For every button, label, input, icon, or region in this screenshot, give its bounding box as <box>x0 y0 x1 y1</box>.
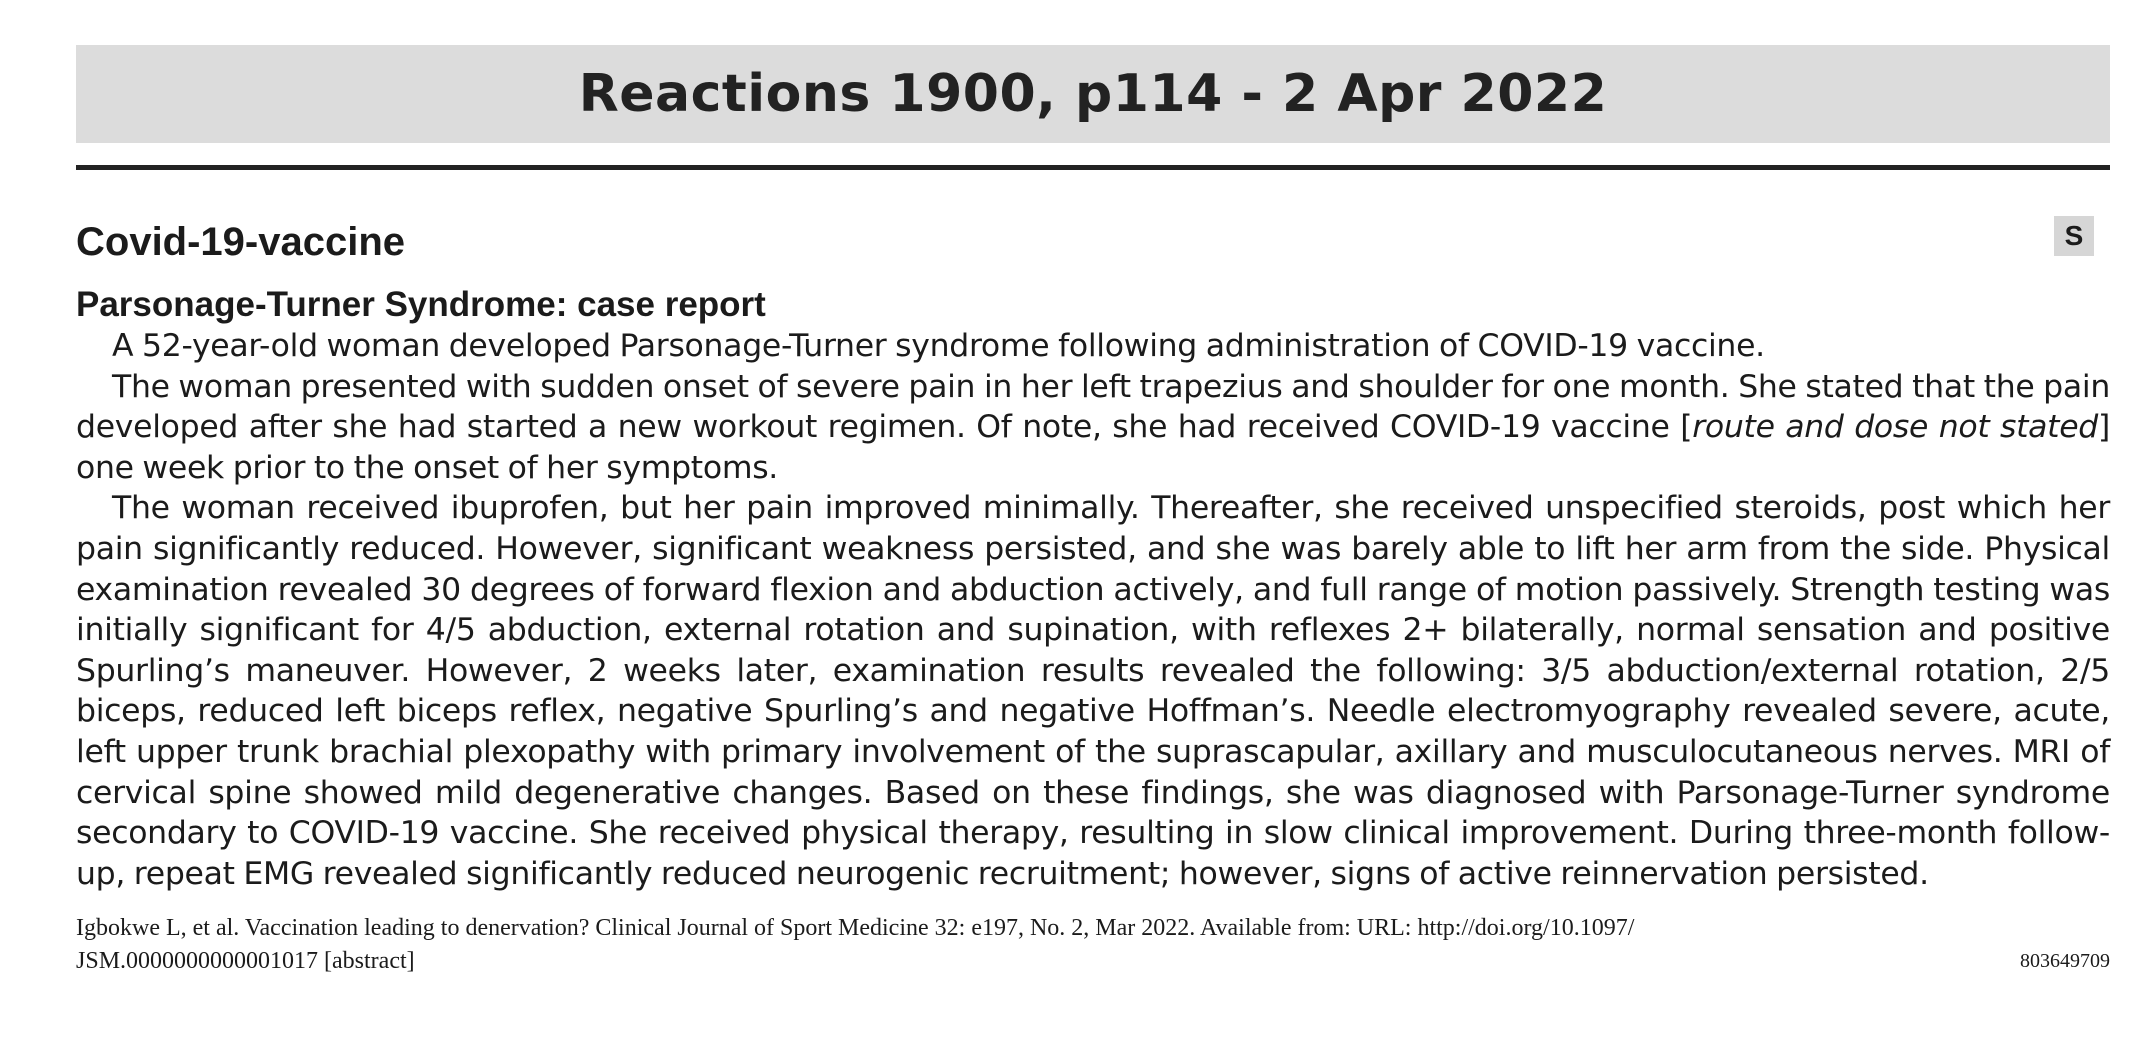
header-band <box>76 45 2110 143</box>
paragraph-2-italic: route and dose not stated <box>1692 409 2099 446</box>
header-rule <box>76 165 2110 170</box>
citation-line-2: JSM.0000000000001017 [abstract] <box>76 948 415 975</box>
paragraph-2-text-b: ] one week prior to the onset of her symptoms. <box>76 409 2111 486</box>
citation-line-1: Igbokwe L, et al. Vaccination leading to denervation? Clinical Journal of Sport Medicine 32: e197, No. 2, Mar 2022. Available from: URL: http://doi.org/10.1097/ <box>76 915 1635 942</box>
document-page <box>76 45 2110 978</box>
citation-id: 803649709 <box>2020 950 2110 973</box>
drug-name: Covid-19-vaccine <box>76 220 406 264</box>
paragraph-3: The woman received ibuprofen, but her pain improved minimally. Thereafter, she received unspecified steroids, post which her pain significantly reduced. However, significant weakness persisted, and she was barely able to lift her arm from the side. Physical examination revealed 30 degrees of forward flexion and abduction actively, and full range of motion passively. Strength testing was initially significant for 4/5 abduction, external rotation and supination, with reflexes 2+ bilaterally, normal sensation and positive Spurling’s maneuver. However, 2 weeks later, examination results revealed the following: 3/5 abduction/external rotation, 2/5 biceps, reduced left biceps reflex, negative Spurling’s and negative Hoffman’s. Needle electromyography revealed severe, acute, left upper trunk brachial plexopathy with primary involvement of the suprascapular, axillary and musculocutaneous nerves. MRI of cervical spine showed mild degenerative changes. Based on these findings, she was diagnosed with Parsonage-Turner syndrome secondary to COVID-19 vaccine. She received physical therapy, resulting in slow clinical improvement. During three-month follow-up, repeat EMG revealed significantly reduced neurogenic recruitment; however, signs of active reinnervation persisted. <box>76 490 2110 892</box>
citation-block <box>76 912 2110 978</box>
page-title: Reactions 1900, p114 - 2 Apr 2022 <box>578 64 1608 124</box>
case-body <box>76 326 2110 894</box>
case-title: Parsonage-Turner Syndrome: case report <box>76 285 766 324</box>
seriousness-badge: S <box>2054 216 2094 256</box>
paragraph-2-text-a: The woman presented with sudden onset of severe pain in her left trapezius and shoulder for one month. She stated that the pain developed after she had started a new workout regimen. Of note, she had received COVID-19 vaccine [ <box>76 368 2110 446</box>
paragraph-2 <box>76 367 2110 489</box>
drug-row <box>76 214 2110 270</box>
paragraph-1: A 52-year-old woman developed Parsonage-Turner syndrome following administration of COVID-19 vaccine. <box>112 328 1765 364</box>
